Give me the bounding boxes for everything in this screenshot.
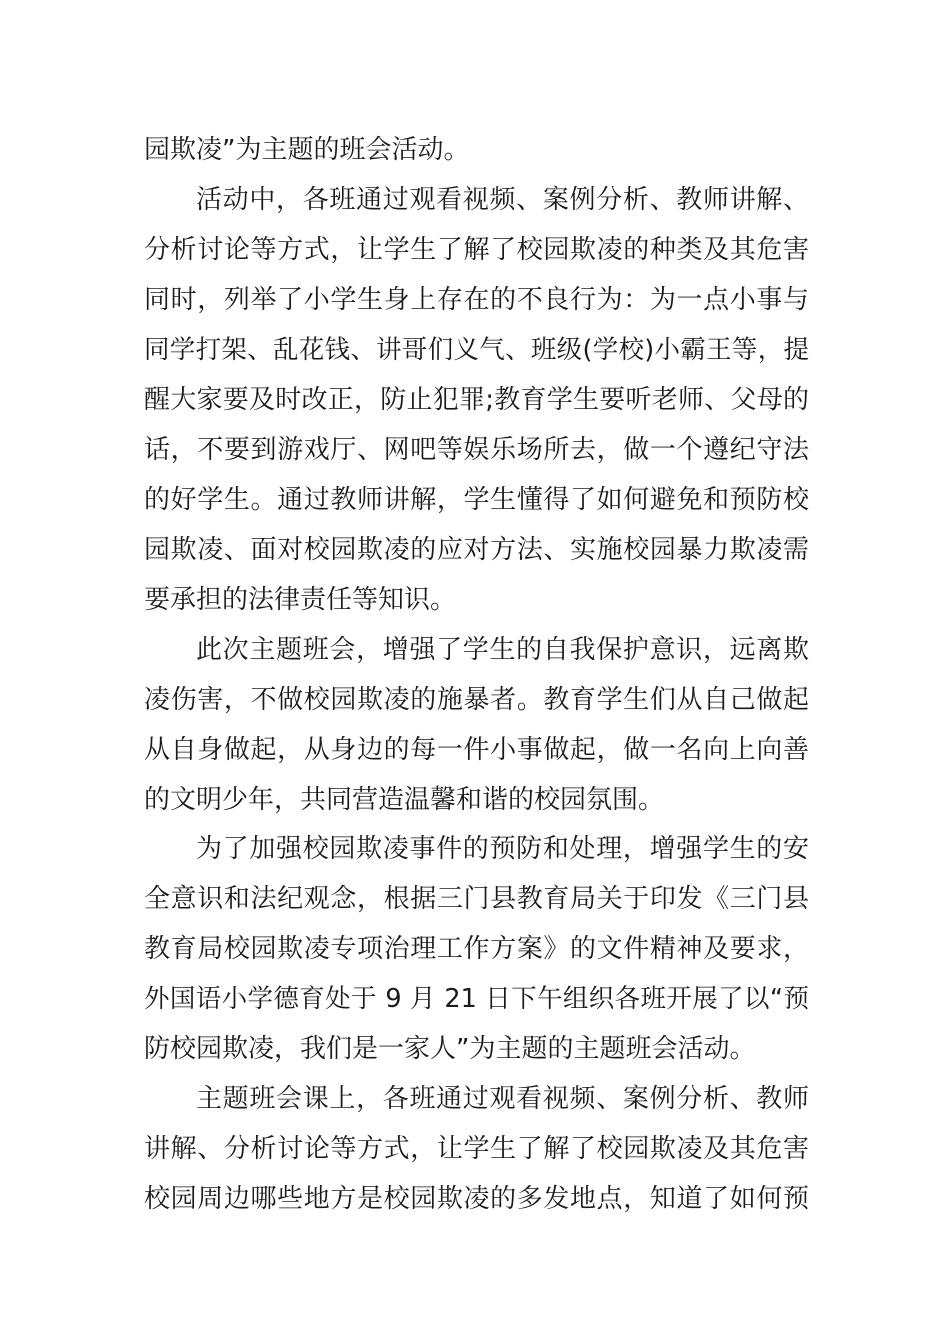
- text-line: 活动中，各班通过观看视频、案例分析、教师讲解、: [196, 185, 809, 215]
- text-line: 防校园欺凌，我们是一家人”为主题的主题班会活动。: [144, 1034, 756, 1064]
- text-line: 园欺凌、面对校园欺凌的应对方法、实施校园暴力欺凌需: [144, 535, 809, 565]
- text-line: 此次主题班会，增强了学生的自我保护意识，远离欺: [196, 635, 809, 665]
- text-line: 全意识和法纪观念，根据三门县教育局关于印发《三门县: [144, 884, 809, 914]
- text-line: 醒大家要及时改正，防止犯罪;教育学生要听老师、父母的: [144, 385, 809, 415]
- text-line: 主题班会课上，各班通过观看视频、案例分析、教师: [196, 1084, 809, 1114]
- text-line: 讲解、分析讨论等方式，让学生了解了校园欺凌及其危害: [144, 1134, 809, 1164]
- text-line: 凌伤害，不做校园欺凌的施暴者。教育学生们从自己做起: [144, 685, 809, 715]
- text-line: 同时，列举了小学生身上存在的不良行为：为一点小事与: [144, 285, 809, 315]
- text-line: 话，不要到游戏厅、网吧等娱乐场所去，做一个遵纪守法: [144, 435, 809, 465]
- text-line: 要承担的法律责任等知识。: [144, 585, 457, 615]
- text-line: 分析讨论等方式，让学生了解了校园欺凌的种类及其危害: [144, 235, 809, 265]
- text-line: 校园周边哪些地方是校园欺凌的多发地点，知道了如何预: [144, 1184, 809, 1214]
- text-line: 外国语小学德育处于 9 月 21 日下午组织各班开展了以“预: [144, 984, 809, 1014]
- text-line: 同学打架、乱花钱、讲哥们义气、班级(学校)小霸王等，提: [144, 335, 809, 365]
- text-line: 教育局校园欺凌专项治理工作方案》的文件精神及要求，: [144, 934, 809, 964]
- text-line: 的文明少年，共同营造温馨和谐的校园氛围。: [144, 785, 665, 815]
- text-line: 的好学生。通过教师讲解，学生懂得了如何避免和预防校: [144, 485, 809, 515]
- text-line: 从自身做起，从身边的每一件小事做起，做一名向上向善: [144, 735, 809, 765]
- text-line: 为了加强校园欺凌事件的预防和处理，增强学生的安: [196, 834, 809, 864]
- text-line: 园欺凌”为主题的班会活动。: [144, 135, 470, 165]
